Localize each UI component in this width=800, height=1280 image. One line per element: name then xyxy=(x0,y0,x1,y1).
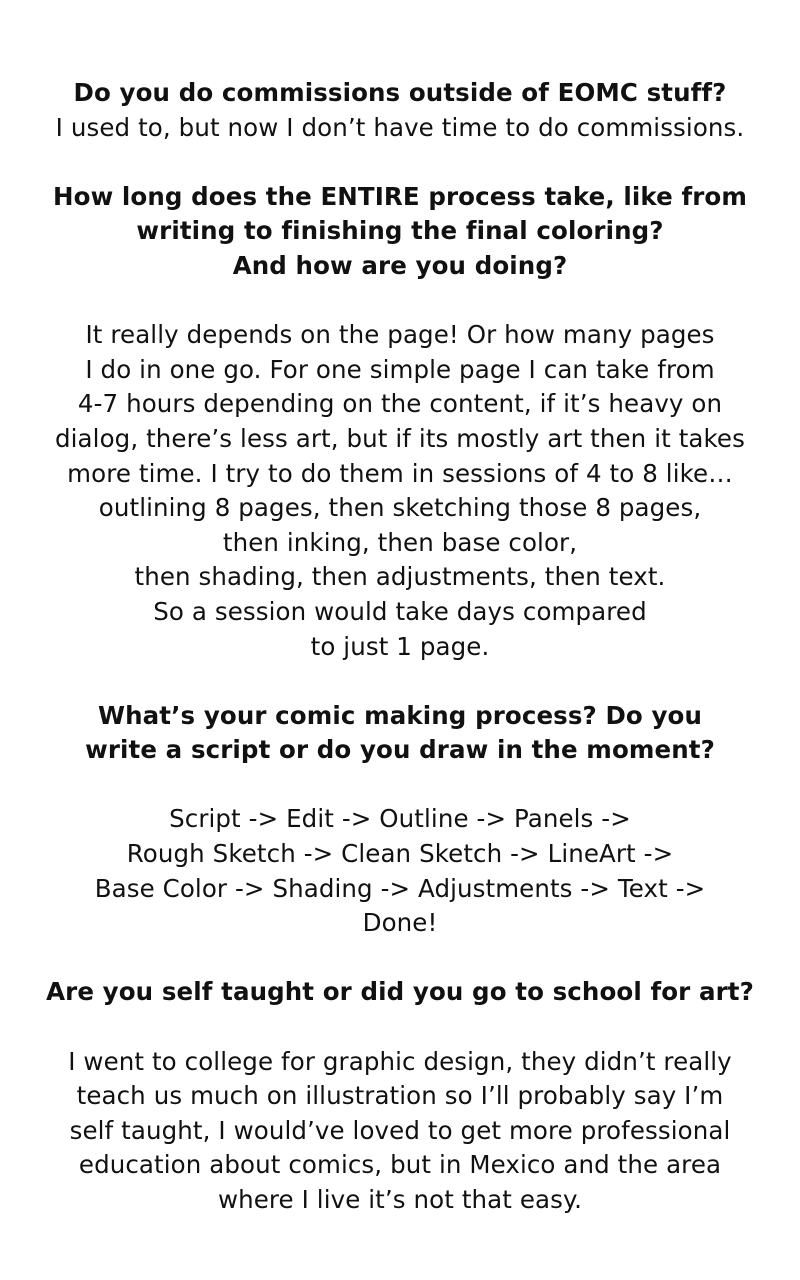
question-commissions xyxy=(0,76,800,111)
question-line: writing to finishing the final coloring? xyxy=(136,216,664,246)
answer-line: So a session would take days compared xyxy=(153,596,647,626)
answer-process-duration xyxy=(0,318,800,664)
spacer xyxy=(0,1010,800,1045)
answer-line: outlining 8 pages, then sketching those 8 pages, xyxy=(98,493,702,523)
answer-comic-process xyxy=(0,802,800,940)
question-line: Are you self taught or did you go to school for art? xyxy=(46,977,754,1007)
question-line: How long does the ENTIRE process take, like from xyxy=(53,181,747,211)
answer-line: Rough Sketch -> Clean Sketch -> LineArt -> xyxy=(126,839,674,869)
spacer xyxy=(0,941,800,976)
answer-line: 4-7 hours depending on the content, if it’s heavy on xyxy=(77,389,723,419)
answer-line: where I live it’s not that easy. xyxy=(217,1185,583,1214)
answer-commissions xyxy=(0,111,800,146)
answer-line: to just 1 page. xyxy=(310,631,490,661)
answer-line: Done! xyxy=(362,908,438,938)
spacer xyxy=(0,664,800,699)
answer-line: dialog, there’s less art, but if its mostly art then it takes xyxy=(55,423,745,453)
answer-self-taught xyxy=(0,1045,800,1218)
question-line: Do you do commissions outside of EOMC stuff? xyxy=(73,78,727,107)
question-line: What’s your comic making process? Do you xyxy=(97,700,703,730)
answer-line: I used to, but now I don’t have time to do commissions. xyxy=(55,112,745,142)
answer-line: teach us much on illustration so I’ll probably say I’m xyxy=(76,1081,724,1111)
answer-line: more time. I try to do them in sessions of 4 to 8 like… xyxy=(67,458,733,488)
question-self-taught xyxy=(0,975,800,1010)
answer-line: It really depends on the page! Or how many pages xyxy=(85,320,715,350)
question-process-duration xyxy=(0,180,800,284)
answer-line: I do in one go. For one simple page I can take from xyxy=(85,354,715,384)
question-line: write a script or do you draw in the moment? xyxy=(85,735,715,765)
answer-line: then inking, then base color, xyxy=(222,527,578,557)
answer-line: then shading, then adjustments, then text. xyxy=(134,562,666,592)
answer-line: I went to college for graphic design, they didn’t really xyxy=(68,1046,732,1076)
answer-line: education about comics, but in Mexico and the area xyxy=(78,1150,722,1180)
spacer xyxy=(0,145,800,180)
spacer xyxy=(0,284,800,319)
answer-line: self taught, I would’ve loved to get more professional xyxy=(69,1115,731,1145)
spacer xyxy=(0,768,800,803)
question-line: And how are you doing? xyxy=(232,250,568,280)
answer-line: Base Color -> Shading -> Adjustments -> Text -> xyxy=(94,873,706,903)
answer-line: Script -> Edit -> Outline -> Panels -> xyxy=(169,804,631,834)
question-comic-process xyxy=(0,699,800,768)
